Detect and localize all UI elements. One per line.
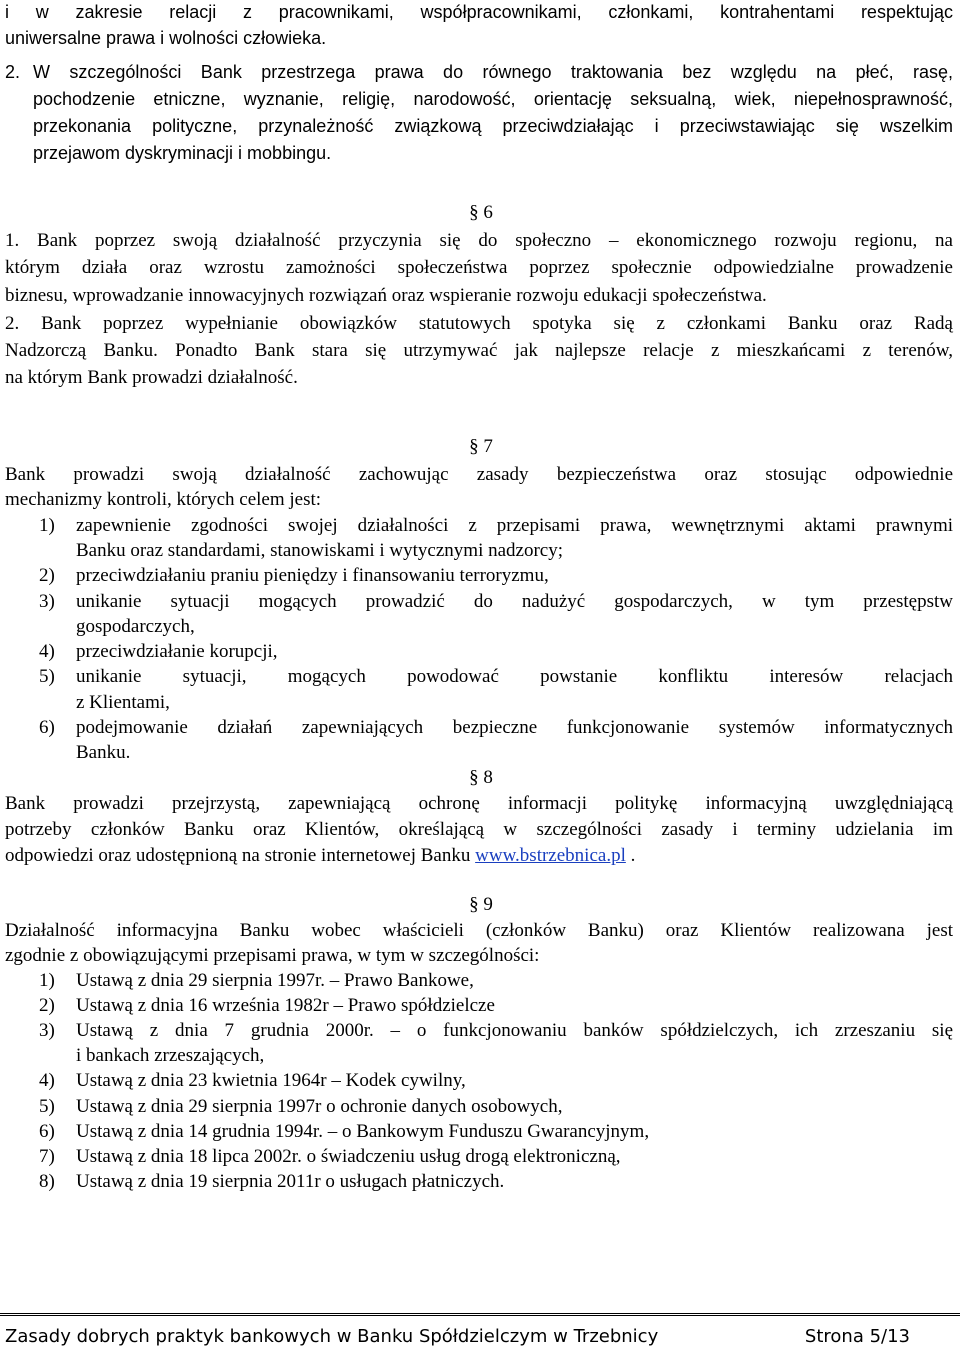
list-item-number: 2) bbox=[39, 565, 55, 586]
list-item-number: 7) bbox=[39, 1146, 55, 1167]
list-item-number: 4) bbox=[39, 641, 55, 662]
footer-page-number: Strona 5/13 bbox=[804, 1326, 910, 1347]
section-6-p2-line-2: Nadzorczą Banku. Ponadto Bank stara się utrzymywać jak najlepsze relacje z mieszkańcami z terenów, bbox=[5, 340, 953, 361]
list-item-text: Banku oraz standardami, stanowiskami i wytycznymi nadzorcy; bbox=[76, 540, 564, 561]
section-6-heading: § 6 bbox=[469, 202, 493, 223]
section-8-line-1: Bank prowadzi przejrzystą, zapewniającą ochronę informacji politykę informacyjną uwzględniającą bbox=[5, 793, 953, 814]
list-item-text: Ustawą z dnia 14 grudnia 1994r. – o Bankowym Funduszu Gwarancyjnym, bbox=[76, 1121, 650, 1142]
list-item-text: zapewnienie zgodności swojej działalności z przepisami prawa, wewnętrznymi aktami prawnymi bbox=[76, 515, 953, 536]
list-item-text: Ustawą z dnia 7 grudnia 2000r. – o funkcjonowaniu banków spółdzielczych, ich zrzeszaniu się bbox=[76, 1020, 953, 1041]
bank-website-link[interactable]: www.bstrzebnica.pl bbox=[475, 845, 626, 866]
list-item-text: Ustawą z dnia 16 września 1982r – Prawo spółdzielcze bbox=[76, 995, 495, 1016]
intro-p2-line-2: pochodzenie etniczne, wyznanie, religię, narodowość, orientację seksualną, wiek, niepełnosprawność, bbox=[33, 89, 953, 109]
list-item-text: z Klientami, bbox=[76, 692, 170, 713]
section-8-line-3-text: odpowiedzi oraz udostępnioną na stronie internetowej Banku bbox=[5, 845, 476, 866]
list-item-number: 5) bbox=[39, 1096, 55, 1117]
section-8-line-2: potrzeby członków Banku oraz Klientów, określającą w szczególności zasady i terminy udzielania im bbox=[5, 819, 953, 840]
section-6-p1-line-3: biznesu, wprowadzanie innowacyjnych rozwiązań oraz wspieranie rozwoju edukacji społeczeństwa. bbox=[5, 285, 767, 306]
list-item-number: 1) bbox=[39, 970, 55, 991]
list-item-number: 1) bbox=[39, 515, 55, 536]
section-8-line-3 bbox=[5, 845, 953, 867]
list-item-number: 6) bbox=[39, 717, 55, 738]
intro-p2-line-1: W szczególności Bank przestrzega prawa do równego traktowania bez względu na płeć, rasę, bbox=[33, 62, 953, 82]
footer-divider bbox=[0, 1313, 960, 1316]
list-item-text: Ustawą z dnia 29 sierpnia 1997r. – Prawo Bankowe, bbox=[76, 970, 474, 991]
section-8-line-3-end: . bbox=[625, 845, 636, 866]
footer-title: Zasady dobrych praktyk bankowych w Banku Spółdzielczym w Trzebnicy bbox=[5, 1326, 659, 1347]
list-item-text: Ustawą z dnia 19 sierpnia 2011r o usługach płatniczych. bbox=[76, 1171, 505, 1192]
list-item-text: przeciwdziałaniu praniu pieniędzy i finansowaniu terroryzmu, bbox=[76, 565, 549, 586]
intro-p2-line-3: przekonania polityczne, przynależność związkową przeciwdziałając i przeciwstawiając się wszelkim bbox=[33, 116, 953, 136]
section-8-heading: § 8 bbox=[469, 767, 493, 788]
list-item-text: i bankach zrzeszających, bbox=[76, 1045, 265, 1066]
list-item-number: 2) bbox=[39, 995, 55, 1016]
list-item-text: unikanie sytuacji, mogących powodować powstanie konfliktu interesów relacjach bbox=[76, 666, 953, 687]
list-item-text: podejmowanie działań zapewniających bezpieczne funkcjonowanie systemów informatycznych bbox=[76, 717, 953, 738]
list-item-number: 4) bbox=[39, 1070, 55, 1091]
section-6-p2-line-3: na którym Bank prowadzi działalność. bbox=[5, 367, 298, 388]
section-6-p1-line-2: którym działa oraz wzrostu zamożności społeczeństwa poprzez społecznie odpowiedzialne prowadzenie bbox=[5, 257, 953, 278]
list-item-text: Ustawą z dnia 23 kwietnia 1964r – Kodek cywilny, bbox=[76, 1070, 466, 1091]
list-item-text: unikanie sytuacji mogących prowadzić do nadużyć gospodarczych, w tym przestępstw bbox=[76, 591, 953, 612]
list-item-number: 3) bbox=[39, 1020, 55, 1041]
intro-line-1: i w zakresie relacji z pracownikami, współpracownikami, członkami, kontrahentami respektując bbox=[5, 2, 953, 22]
list-item-text: przeciwdziałanie korupcji, bbox=[76, 641, 278, 662]
intro-p2-line-4: przejawom dyskryminacji i mobbingu. bbox=[33, 143, 332, 163]
intro-line-2: uniwersalne prawa i wolności człowieka. bbox=[5, 28, 327, 48]
list-item-text: Ustawą z dnia 18 lipca 2002r. o świadczeniu usług drogą elektroniczną, bbox=[76, 1146, 621, 1167]
list-item-number: 5) bbox=[39, 666, 55, 687]
section-9-intro-line-2: zgodnie z obowiązującymi przepisami prawa, w tym w szczególności: bbox=[5, 945, 540, 966]
section-6-p1-line-1: 1. Bank poprzez swoją działalność przyczynia się do społeczno – ekonomicznego rozwoju regionu, na bbox=[5, 230, 953, 251]
section-7-heading: § 7 bbox=[469, 436, 493, 457]
list-item-number: 3) bbox=[39, 591, 55, 612]
section-9-intro-line-1: Działalność informacyjna Banku wobec właścicieli (członków Banku) oraz Klientów realizowana jest bbox=[5, 920, 953, 941]
list-item-number: 8) bbox=[39, 1171, 55, 1192]
section-6-p2-line-1: 2. Bank poprzez wypełnianie obowiązków statutowych spotyka się z członkami Banku oraz Radą bbox=[5, 313, 953, 334]
section-7-intro-line-1: Bank prowadzi swoją działalność zachowując zasady bezpieczeństwa oraz stosując odpowiednie bbox=[5, 464, 953, 485]
section-9-heading: § 9 bbox=[469, 894, 493, 915]
list-item-number: 6) bbox=[39, 1121, 55, 1142]
list-item-text: gospodarczych, bbox=[76, 616, 195, 637]
list-item-text: Banku. bbox=[76, 742, 131, 763]
section-7-intro-line-2: mechanizmy kontroli, których celem jest: bbox=[5, 489, 322, 510]
list-item-text: Ustawą z dnia 29 sierpnia 1997r o ochronie danych osobowych, bbox=[76, 1096, 563, 1117]
intro-p2-number: 2. bbox=[5, 62, 21, 82]
